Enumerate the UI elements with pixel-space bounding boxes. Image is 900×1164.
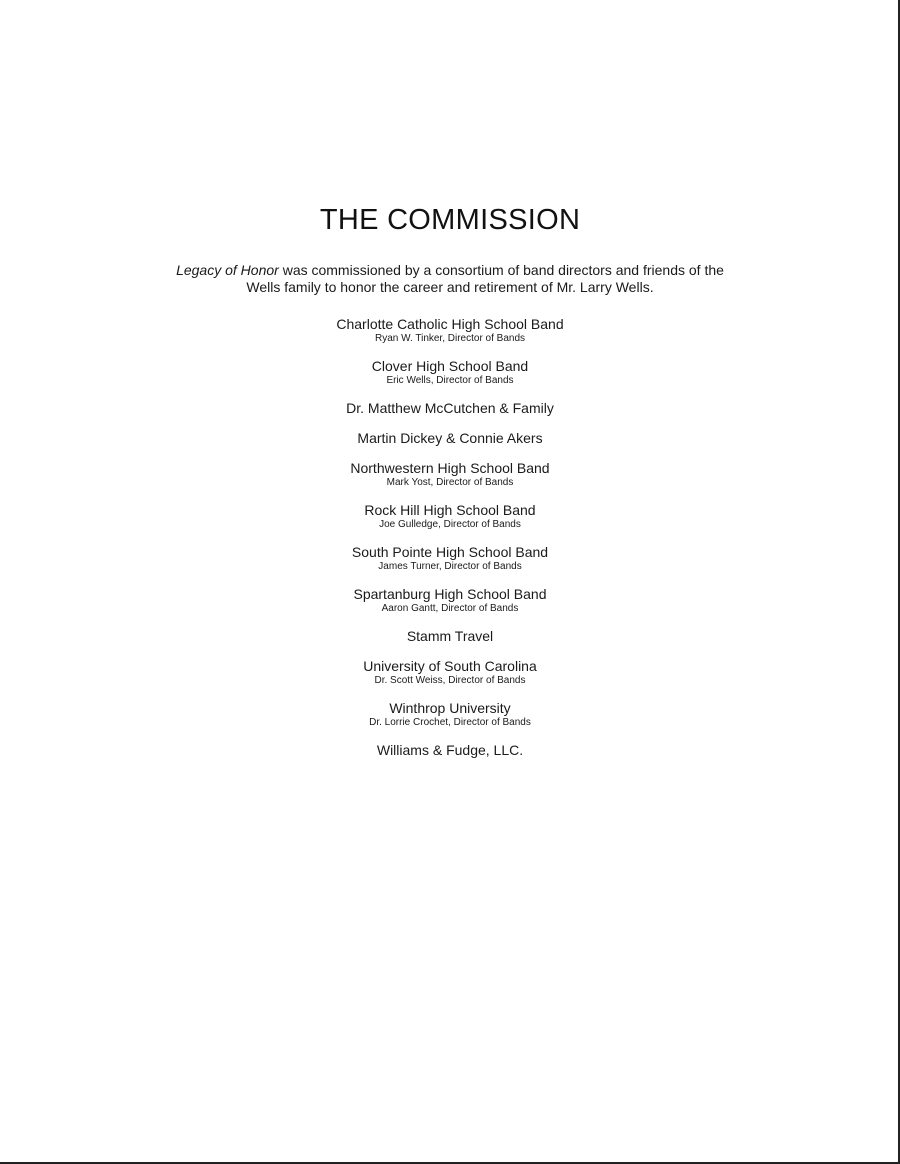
sponsor-detail: Dr. Lorrie Crochet, Director of Bands	[369, 717, 531, 728]
sponsor-name: Spartanburg High School Band	[353, 586, 547, 602]
sponsor-detail: Eric Wells, Director of Bands	[386, 375, 514, 386]
sponsor-item	[0, 742, 900, 759]
sponsor-name: Stamm Travel	[406, 628, 494, 644]
sponsor-name: Dr. Matthew McCutchen & Family	[346, 400, 554, 416]
sponsor-name: University of South Carolina	[363, 658, 537, 674]
sponsor-name: Williams & Fudge, LLC.	[376, 742, 524, 758]
sponsor-item	[0, 460, 900, 489]
sponsor-detail: Ryan W. Tinker, Director of Bands	[374, 333, 526, 344]
intro-line-1: was commissioned by a consortium of band directors and friends of the	[278, 262, 724, 278]
sponsor-item	[0, 502, 900, 531]
page-title: THE COMMISSION	[319, 204, 581, 236]
document-body	[0, 200, 900, 772]
sponsor-detail: Joe Gulledge, Director of Bands	[379, 519, 521, 530]
sponsor-list	[0, 316, 900, 759]
sponsor-name: Clover High School Band	[371, 358, 529, 374]
sponsor-name: Rock Hill High School Band	[364, 502, 536, 518]
intro-line-2: Wells family to honor the career and retirement of Mr. Larry Wells.	[246, 279, 654, 295]
sponsor-name: Martin Dickey & Connie Akers	[357, 430, 543, 446]
sponsor-item	[0, 316, 900, 345]
sponsor-name: Winthrop University	[389, 700, 511, 716]
intro-paragraph	[150, 262, 750, 296]
sponsor-name: Charlotte Catholic High School Band	[336, 316, 564, 332]
sponsor-item	[0, 544, 900, 573]
sponsor-detail: James Turner, Director of Bands	[378, 561, 522, 572]
sponsor-name: South Pointe High School Band	[351, 544, 549, 560]
sponsor-name: Northwestern High School Band	[350, 460, 550, 476]
sponsor-item	[0, 586, 900, 615]
work-title: Legacy of Honor	[176, 262, 279, 278]
sponsor-detail: Dr. Scott Weiss, Director of Bands	[374, 675, 526, 686]
sponsor-item	[0, 358, 900, 387]
sponsor-detail: Mark Yost, Director of Bands	[386, 477, 514, 488]
sponsor-item	[0, 658, 900, 687]
sponsor-detail: Aaron Gantt, Director of Bands	[381, 603, 519, 614]
sponsor-item	[0, 430, 900, 447]
sponsor-item	[0, 628, 900, 645]
sponsor-item	[0, 700, 900, 729]
sponsor-item	[0, 400, 900, 417]
